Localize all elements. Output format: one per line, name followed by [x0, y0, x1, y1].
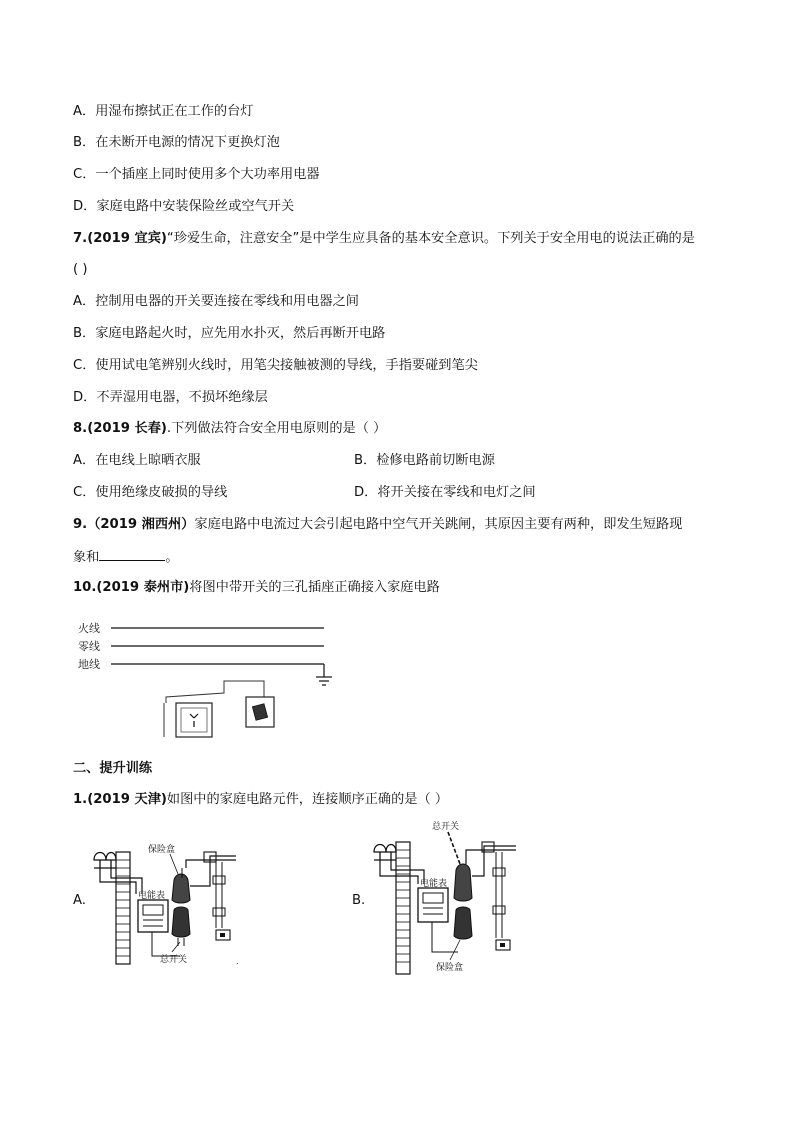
- q7-option-d: D．不弄湿用电器，不损坏绝缘层: [73, 390, 268, 405]
- outlet-icon: [216, 930, 230, 940]
- ground-wire-label: 地线: [78, 658, 100, 671]
- q9-stem-line-2: [73, 547, 179, 567]
- q6-option-c: C．一个插座上同时使用多个大功率用电器: [73, 167, 320, 182]
- q8-stem-line: [73, 420, 386, 438]
- fuse-box-icon: [454, 907, 472, 939]
- q7-stem-line: [73, 230, 695, 248]
- lamp-holder-icon: [482, 842, 505, 938]
- q7-option-b: B．家庭电路起火时，应先用水扑灭，然后再断开电路: [73, 326, 386, 341]
- q9-source: （2019 湘西州）: [87, 517, 195, 532]
- q9-stem: 家庭电路中电流过大会引起电路中空气开关跳闸，其原因主要有两种，即发生短路现: [194, 517, 683, 532]
- ground-symbol-icon: [316, 664, 332, 685]
- q8-option-a: A．在电线上晾晒衣服: [73, 453, 201, 468]
- q10-stem: 将图中带开关的三孔插座正确接入家庭电路: [189, 580, 440, 595]
- switch-icon: [246, 697, 274, 727]
- q8-option-c: C．使用绝缘皮破损的导线: [73, 485, 228, 500]
- lamp-holder-icon: [204, 852, 225, 928]
- q8-option-b: B．检修电路前切断电源: [354, 453, 495, 468]
- q7-option-c: C．使用试电笔辨别火线时，用笔尖接触被测的导线，手指要碰到笔尖: [73, 358, 478, 373]
- svg-text:.: .: [236, 957, 239, 966]
- q6-option-a: A．用湿布擦拭正在工作的台灯: [73, 104, 254, 119]
- live-wire-label: 火线: [78, 622, 100, 635]
- fuse-box-label-a: 保险盒: [148, 845, 176, 855]
- q8-option-d: D．将开关接在零线和电灯之间: [354, 485, 536, 500]
- s2q1-stem: 如图中的家庭电路元件，连接顺序正确的是（ ）: [166, 792, 449, 807]
- insulator-icon: [374, 845, 396, 861]
- s2q1-figure-a: [86, 838, 246, 968]
- section-2-title: 二、提升训练: [73, 761, 153, 776]
- q10-source: (2019 泰州市): [96, 580, 190, 595]
- s2q1-source: (2019 天津): [87, 792, 167, 807]
- main-switch-icon: [172, 907, 190, 946]
- main-switch-icon: [454, 864, 472, 901]
- q10-number: 10.: [73, 580, 97, 595]
- wall-icon: [116, 852, 130, 964]
- main-switch-label-a: 总开关: [160, 955, 188, 965]
- s2q1-number: 1.: [73, 792, 88, 807]
- electric-meter-icon: [418, 888, 448, 922]
- s2q1-stem-line: [73, 791, 448, 809]
- q8-number: 8.: [73, 421, 88, 436]
- s2q1-option-a-label: A.: [73, 893, 86, 908]
- q9-end: 。: [165, 550, 179, 565]
- fuse-box-icon: [172, 868, 190, 903]
- q7-source: (2019 宜宾): [87, 231, 167, 246]
- q8-source: (2019 长春): [87, 421, 167, 436]
- q7-stem: “珍爱生命，注意安全”是中学生应具备的基本安全意识。下列关于安全用电的说法正确的是: [166, 231, 695, 246]
- q6-option-d: D．家庭电路中安装保险丝或空气开关: [73, 199, 295, 214]
- s2q1-option-b-label: B.: [352, 893, 366, 908]
- q9-number: 9.: [73, 517, 88, 532]
- s2q1-figure-b: [366, 820, 526, 980]
- q9-stem-2: 象和: [73, 550, 100, 565]
- q7-number: 7.: [73, 231, 88, 246]
- outlet-icon: [496, 940, 510, 950]
- q9-stem-line: [73, 516, 682, 534]
- insulator-icon: [94, 853, 116, 869]
- q7-bracket: ( ): [73, 262, 88, 277]
- wall-icon: [396, 842, 410, 974]
- meter-label-b: 电能表: [420, 879, 448, 889]
- q10-stem-line: [73, 579, 440, 597]
- meter-label-a: 电能表: [138, 891, 166, 901]
- electric-meter-icon: [138, 900, 168, 932]
- main-switch-label-b: 总开关: [432, 822, 460, 832]
- q7-option-a: A．控制用电器的开关要连接在零线和用电器之间: [73, 294, 359, 309]
- fuse-box-label-b: 保险盒: [436, 963, 464, 973]
- neutral-wire-label: 零线: [78, 640, 100, 653]
- q10-wiring-figure: [74, 617, 344, 747]
- q8-stem: .下列做法符合安全用电原则的是（ ）: [166, 421, 387, 436]
- q9-answer-blank: [99, 547, 165, 561]
- q6-option-b: B．在未断开电源的情况下更换灯泡: [73, 135, 280, 150]
- three-pin-socket-icon: [176, 703, 212, 737]
